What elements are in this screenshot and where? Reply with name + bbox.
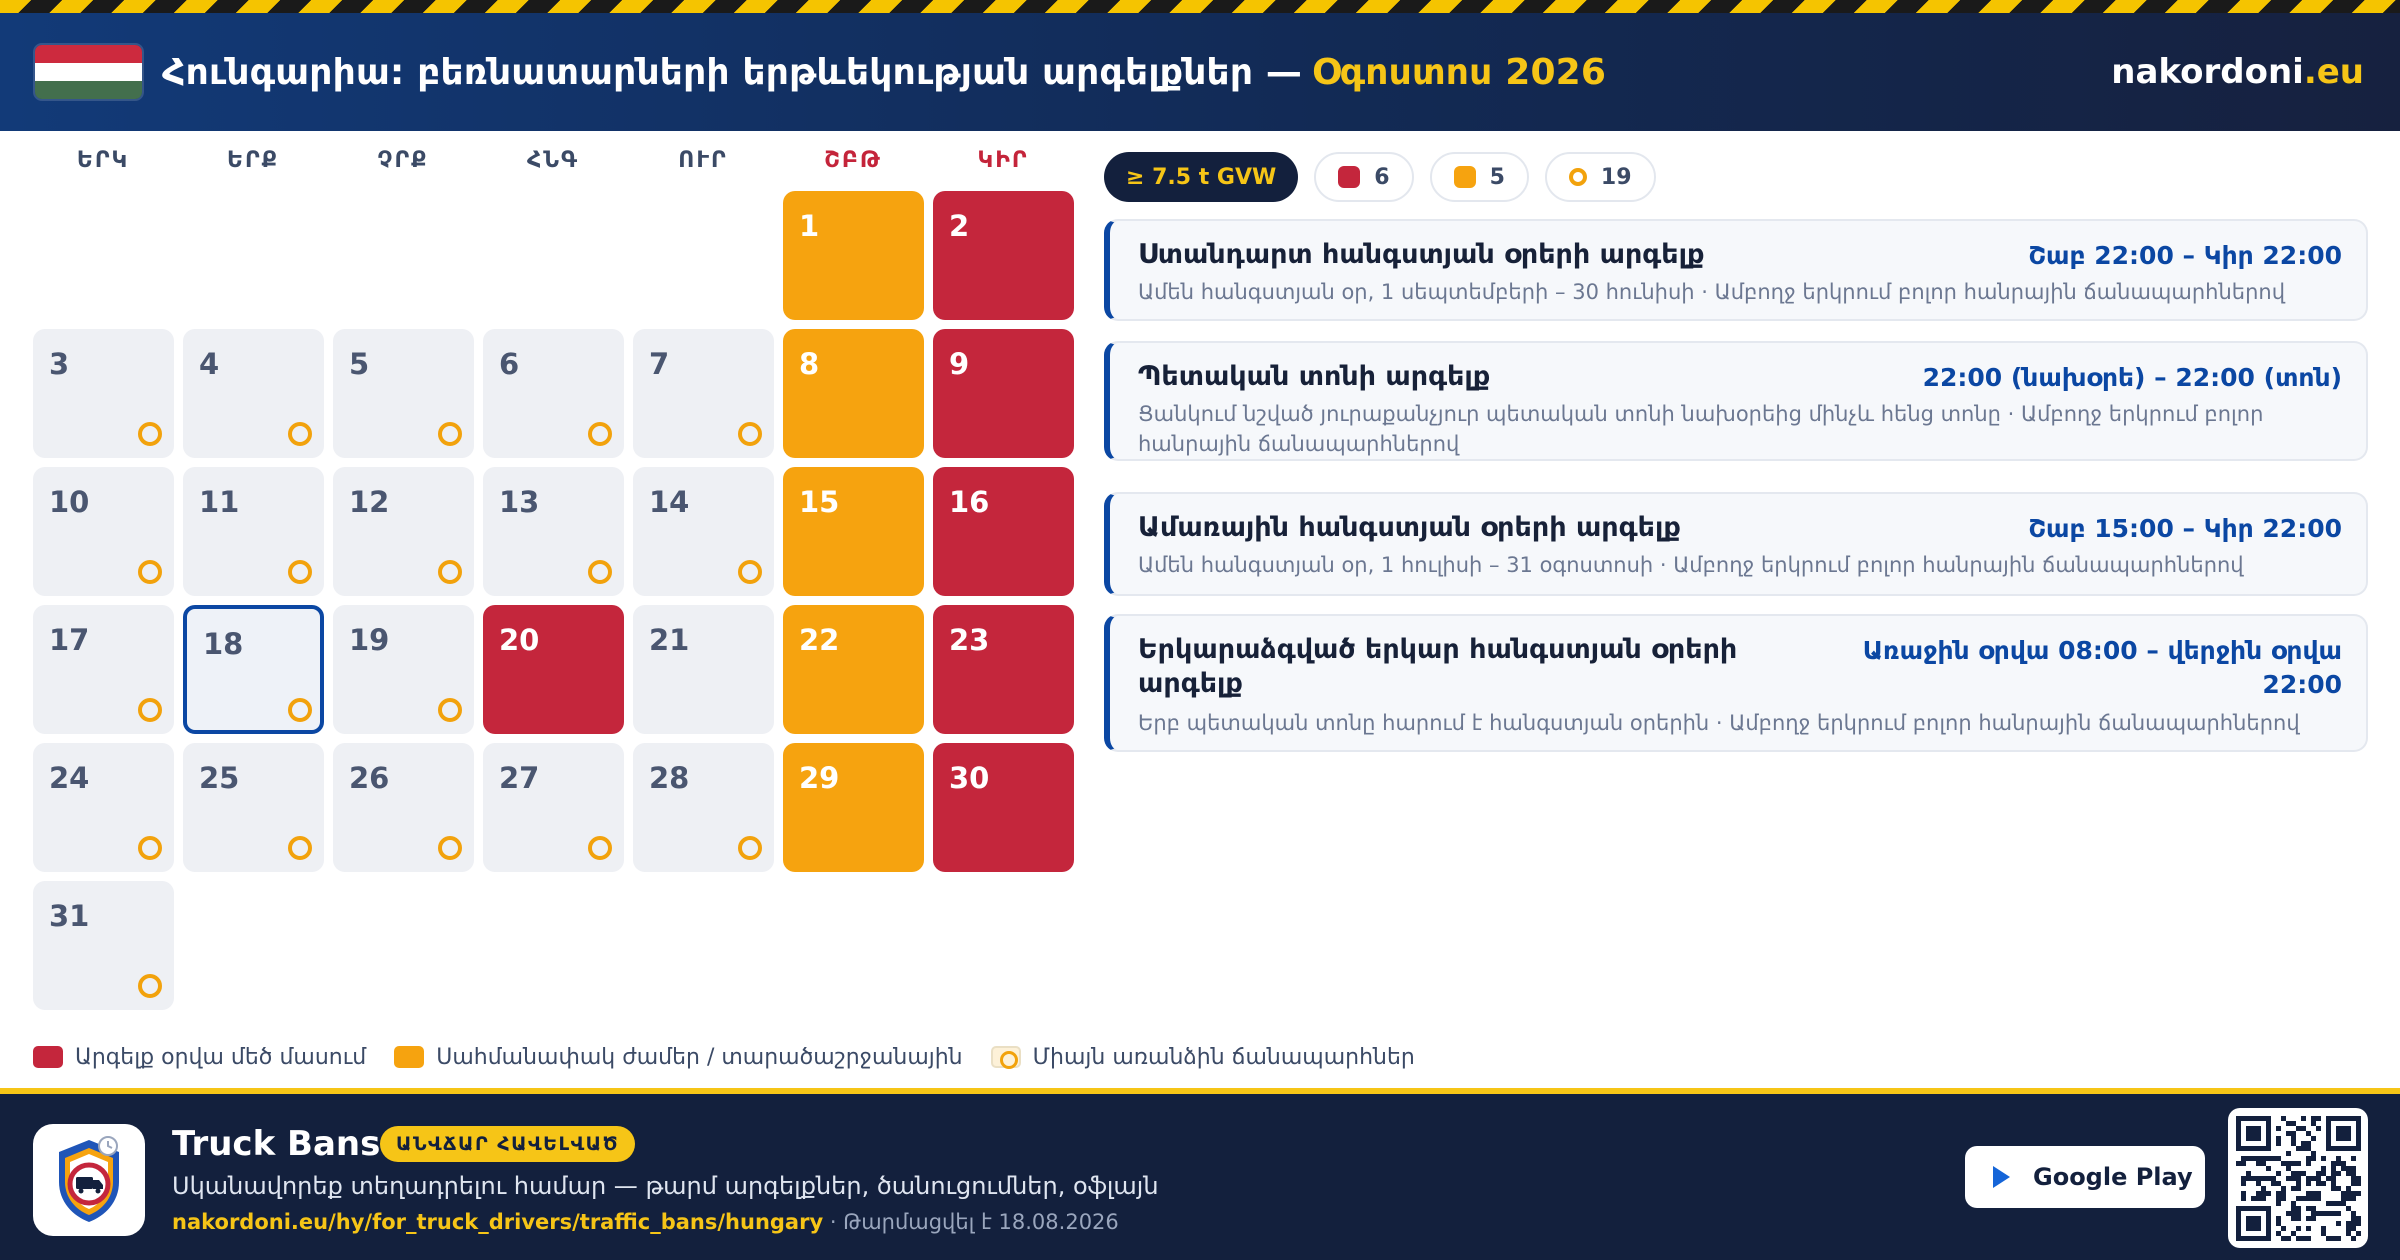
filter-chips — [1104, 152, 1672, 202]
orange-count-chip[interactable] — [1430, 152, 1529, 202]
calendar-day[interactable] — [783, 605, 924, 734]
day-number: 14 — [649, 485, 690, 519]
legend-orange-swatch — [394, 1046, 424, 1068]
calendar-day[interactable] — [183, 467, 324, 596]
ring-dot-icon — [1569, 168, 1587, 186]
ring-count: 19 — [1600, 164, 1632, 190]
weekday-mon: ԵՐԿ — [76, 148, 130, 173]
calendar-day[interactable] — [183, 329, 324, 458]
calendar-day[interactable] — [183, 743, 324, 872]
calendar-day[interactable] — [783, 191, 924, 320]
weekday-tue: ԵՐՔ — [226, 148, 280, 173]
day-number: 29 — [799, 761, 840, 795]
calendar-day[interactable] — [783, 467, 924, 596]
ring-count-chip[interactable] — [1545, 152, 1656, 202]
ring-marker-icon — [438, 560, 462, 584]
day-number: 27 — [499, 761, 540, 795]
ring-marker-icon — [588, 422, 612, 446]
ring-marker-icon — [138, 422, 162, 446]
updated-date: · Թարմացվել է 18.08.2026 — [823, 1210, 1119, 1234]
calendar-day[interactable] — [333, 743, 474, 872]
calendar-day[interactable] — [33, 881, 174, 1010]
gvw-chip[interactable]: ≥ 7.5 t GVW — [1104, 152, 1298, 202]
weekday-header-row — [33, 148, 1073, 188]
qr-code[interactable] — [2228, 1108, 2368, 1248]
rule-description-line-1: Ցանկում նշված յուրաքանչյուր պետական տոնի նախօրեից մինչև հենց տոնը · Ամբողջ երկրում բոլոր — [1138, 402, 2264, 426]
ring-marker-icon — [288, 698, 312, 722]
day-number: 11 — [199, 485, 240, 519]
day-number: 7 — [649, 347, 670, 381]
calendar-legend — [33, 1042, 1443, 1072]
rule-card-summer-weekend[interactable] — [1104, 492, 2368, 596]
calendar-day[interactable] — [633, 467, 774, 596]
day-number: 13 — [499, 485, 540, 519]
calendar-day[interactable] — [783, 329, 924, 458]
day-number: 21 — [649, 623, 690, 657]
weekday-wed: ՉՐՔ — [377, 148, 429, 173]
calendar-day[interactable] — [33, 743, 174, 872]
calendar-day[interactable] — [333, 605, 474, 734]
rule-time: Շաբ 15:00 – Կիր 22:00 — [2028, 514, 2342, 543]
ring-marker-icon — [438, 698, 462, 722]
rule-title: Ամառային հանգստյան օրերի արգելք — [1138, 512, 1681, 543]
app-name: Truck Bans — [172, 1124, 381, 1164]
day-number: 23 — [949, 623, 990, 657]
day-number: 31 — [49, 899, 90, 933]
ring-marker-icon — [738, 560, 762, 584]
legend-ring-swatch — [991, 1046, 1021, 1068]
calendar-day[interactable] — [183, 605, 324, 734]
app-url-link[interactable]: nakordoni.eu/hy/for_truck_drivers/traffic_bans/hungary — [172, 1210, 824, 1234]
day-number: 19 — [349, 623, 390, 657]
calendar-day[interactable] — [333, 467, 474, 596]
ring-marker-icon — [738, 422, 762, 446]
day-number: 28 — [649, 761, 690, 795]
ring-marker-icon — [288, 836, 312, 860]
app-url-line — [172, 1210, 1119, 1234]
play-icon — [1993, 1166, 2010, 1188]
page-title — [162, 13, 1606, 131]
calendar-day[interactable] — [933, 743, 1074, 872]
legend-red-label: Արգելք օրվա մեծ մասում — [75, 1044, 367, 1070]
rule-time-line-2: 22:00 — [2262, 670, 2342, 699]
calendar-day[interactable] — [933, 191, 1074, 320]
ring-marker-icon — [138, 560, 162, 584]
app-promo-footer — [0, 1094, 2400, 1260]
calendar-day[interactable] — [933, 605, 1074, 734]
google-play-label: Google Play — [2033, 1163, 2193, 1191]
calendar-day[interactable] — [633, 329, 774, 458]
ring-marker-icon — [138, 836, 162, 860]
day-number: 1 — [799, 209, 820, 243]
app-subtitle: Սկանավորեք տեղադրելու համար — թարմ արգելքներ, ծանուցումներ, օֆլայն — [172, 1172, 1159, 1200]
rule-card-public-holiday[interactable] — [1104, 341, 2368, 461]
day-number: 12 — [349, 485, 390, 519]
legend-item-ring — [991, 1045, 1415, 1070]
weekday-sun: ԿԻՐ — [977, 148, 1029, 173]
rule-time: 22:00 (նախօրե) – 22:00 (տոն) — [1922, 363, 2342, 392]
rule-description: Երբ պետական տոնը հարում է հանգստյան օրերին · Ամբողջ երկրում բոլոր հանրային ճանապարհներով — [1138, 711, 2300, 735]
calendar-day[interactable] — [933, 329, 1074, 458]
rule-title-line-1: Երկարաձգված երկար հանգստյան օրերի — [1138, 634, 1738, 665]
calendar-day[interactable] — [783, 743, 924, 872]
rule-time-line-1: Առաջին օրվա 08:00 – վերջին օրվա — [1862, 636, 2342, 665]
day-number: 4 — [199, 347, 220, 381]
day-number: 3 — [49, 347, 70, 381]
calendar-day[interactable] — [33, 467, 174, 596]
ring-marker-icon — [138, 974, 162, 998]
day-number: 22 — [799, 623, 840, 657]
day-number: 26 — [349, 761, 390, 795]
day-number: 20 — [499, 623, 540, 657]
day-number: 17 — [49, 623, 90, 657]
rule-title: Ստանդարտ հանգստյան օրերի արգելք — [1138, 239, 1705, 270]
rule-description: Ամեն հանգստյան օր, 1 սեպտեմբերի – 30 հունիսի · Ամբողջ երկրում բոլոր հանրային ճանապարհներով — [1138, 280, 2286, 304]
calendar-day[interactable] — [483, 467, 624, 596]
app-icon[interactable] — [33, 1124, 145, 1236]
brand-logo[interactable] — [2111, 13, 2364, 131]
legend-ring-label: Միայն առանձին ճանապարհներ — [1032, 1044, 1415, 1070]
ring-marker-icon — [138, 698, 162, 722]
day-number: 30 — [949, 761, 990, 795]
weekday-sat: ՇԲԹ — [824, 148, 882, 173]
calendar-day[interactable] — [483, 329, 624, 458]
day-number: 24 — [49, 761, 90, 795]
rule-time: Շաբ 22:00 – Կիր 22:00 — [2028, 241, 2342, 270]
page-title-month: Օգոստոս 2026 — [1312, 51, 1607, 93]
hungary-flag-icon — [35, 45, 142, 99]
day-number: 10 — [49, 485, 90, 519]
day-number: 5 — [349, 347, 370, 381]
day-number: 18 — [203, 627, 244, 661]
weekday-thu: ՀՆԳ — [526, 148, 580, 173]
calendar-day[interactable] — [33, 605, 174, 734]
calendar-day[interactable] — [483, 605, 624, 734]
hazard-stripe — [0, 0, 2400, 13]
rule-title: Պետական տոնի արգելք — [1138, 361, 1491, 392]
day-number: 15 — [799, 485, 840, 519]
ring-marker-icon — [588, 836, 612, 860]
legend-orange-label: Սահմանափակ ժամեր / տարածաշրջանային — [436, 1044, 963, 1070]
day-number: 25 — [199, 761, 240, 795]
ring-marker-icon — [588, 560, 612, 584]
calendar-day[interactable] — [33, 329, 174, 458]
day-number: 9 — [949, 347, 970, 381]
rule-description: Ամեն հանգստյան օր, 1 հուլիսի – 31 օգոստոսի · Ամբողջ երկրում բոլոր հանրային ճանապարհներով — [1138, 553, 2244, 577]
day-number: 8 — [799, 347, 820, 381]
truck-shield-icon — [33, 1124, 145, 1236]
legend-item-red — [33, 1045, 366, 1070]
legend-item-orange — [394, 1045, 962, 1070]
calendar-day[interactable] — [633, 743, 774, 872]
legend-red-swatch — [33, 1046, 63, 1068]
orange-count: 5 — [1489, 164, 1505, 190]
red-count: 6 — [1374, 164, 1390, 190]
calendar-day[interactable] — [633, 605, 774, 734]
day-number: 6 — [499, 347, 520, 381]
qr-code-icon — [2228, 1108, 2368, 1248]
day-number: 16 — [949, 485, 990, 519]
ring-marker-icon — [288, 560, 312, 584]
orange-dot-icon — [1454, 166, 1476, 188]
ring-marker-icon — [288, 422, 312, 446]
calendar-day[interactable] — [933, 467, 1074, 596]
rule-title-line-2: արգելք — [1138, 668, 1243, 699]
red-dot-icon — [1338, 166, 1360, 188]
page-header — [0, 13, 2400, 131]
rule-description-line-2: հանրային ճանապարհներով — [1138, 432, 1460, 456]
calendar-day[interactable] — [333, 329, 474, 458]
free-app-badge: ԱՆՎՃԱՐ ՀԱՎԵԼՎԱԾ — [380, 1126, 635, 1162]
ring-marker-icon — [738, 836, 762, 860]
rule-card-standard-weekend[interactable] — [1104, 219, 2368, 321]
ring-marker-icon — [438, 422, 462, 446]
rule-card-extended-long-weekend[interactable] — [1104, 614, 2368, 752]
weekday-fri: ՈՒՐ — [678, 148, 728, 173]
day-number: 2 — [949, 209, 970, 243]
google-play-button[interactable] — [1965, 1146, 2205, 1208]
red-count-chip[interactable] — [1314, 152, 1413, 202]
brand-name: nakordoni — [2111, 52, 2304, 92]
page-title-text: Հունգարիա: բեռնատարների երթևեկության արգելքներ — — [162, 51, 1303, 93]
ring-marker-icon — [438, 836, 462, 860]
calendar-day[interactable] — [483, 743, 624, 872]
brand-tld: .eu — [2303, 52, 2364, 92]
